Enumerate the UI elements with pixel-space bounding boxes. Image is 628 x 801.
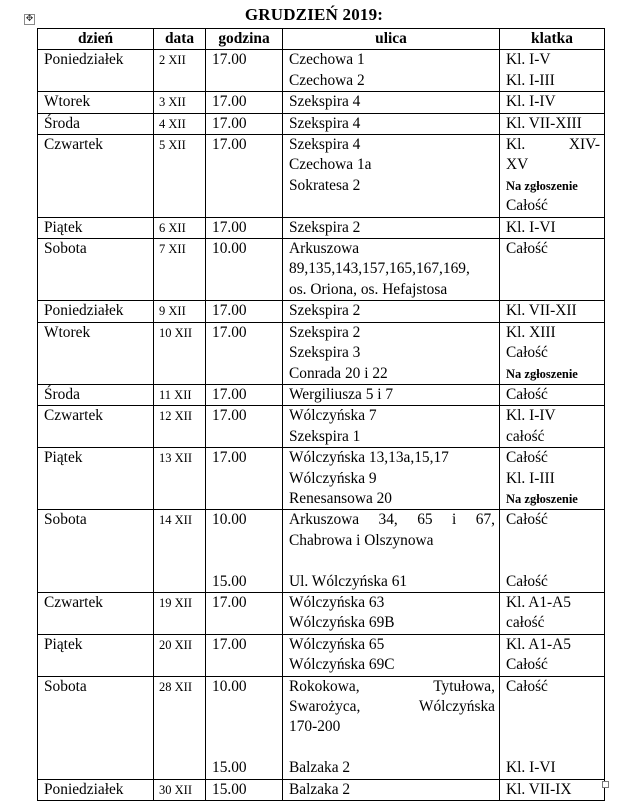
table-move-handle-icon[interactable]: ✥ <box>25 14 34 24</box>
time-cell <box>206 448 283 510</box>
street-line: Szekspira 2 <box>289 218 361 236</box>
street-line: Wólczyńska 63 <box>289 593 385 611</box>
street-line: Wólczyńska 69C <box>289 656 395 674</box>
day-cell: Środa <box>38 113 154 134</box>
day-cell: Poniedziałek <box>38 301 154 322</box>
date-cell: 6 XII <box>154 217 206 238</box>
street-cell <box>283 676 500 779</box>
date-cell: 4 XII <box>154 113 206 134</box>
stair-cell <box>500 676 605 779</box>
street-line: os. Oriona, os. Hefajstosa <box>289 280 448 298</box>
stair-cell <box>500 50 605 92</box>
street-line: Wólczyńska 9 <box>289 469 377 487</box>
time-cell <box>206 217 283 238</box>
date-cell: 10 XII <box>154 322 206 384</box>
stair-line: Kl. I-VI <box>506 218 556 236</box>
street-line: Arkuszowa 34, 65 i 67, <box>289 511 495 529</box>
date-cell: 3 XII <box>154 92 206 113</box>
stair-line: Całość <box>506 572 548 590</box>
street-line: Arkuszowa <box>289 240 360 258</box>
time-cell <box>206 113 283 134</box>
date-cell: 7 XII <box>154 239 206 301</box>
street-line: Balzaka 2 <box>289 780 351 798</box>
time-value: 17.00 <box>212 136 247 154</box>
street-cell <box>283 322 500 384</box>
stair-cell <box>500 384 605 405</box>
day-cell: Czwartek <box>38 592 154 634</box>
table-row <box>38 50 605 92</box>
stair-line: Kl. I-V <box>506 51 551 69</box>
date-cell: 12 XII <box>154 406 206 448</box>
street-line: Sokratesa 2 <box>289 176 361 194</box>
stair-line: Kl. A1-A5 <box>506 593 571 611</box>
time-cell <box>206 301 283 322</box>
street-line: Wólczyńska 7 <box>289 407 377 425</box>
stair-line: Kl. VII-XIII <box>506 114 582 132</box>
time-value: 15.00 <box>212 780 247 798</box>
time-cell <box>206 50 283 92</box>
time-value: 17.00 <box>212 93 247 111</box>
street-line: Czechowa 1 <box>289 51 365 69</box>
street-line: Renesansowa 20 <box>289 489 393 507</box>
stair-line: Całość <box>506 197 548 215</box>
time-value: 17.00 <box>212 302 247 320</box>
street-line: Szekspira 2 <box>289 302 361 320</box>
header-date: data <box>154 29 206 50</box>
on-request-note: Na zgłoszenie <box>506 178 578 193</box>
table-row <box>38 217 605 238</box>
page-title: GRUDZIEŃ 2019: <box>244 5 384 24</box>
time-value: 15.00 <box>212 572 247 590</box>
time-cell <box>206 135 283 218</box>
street-line: Wólczyńska 69B <box>289 614 395 632</box>
time-cell <box>206 676 283 779</box>
stair-line: Kl. XIV- <box>506 136 600 154</box>
stair-line: Całość <box>506 656 548 674</box>
time-value: 17.00 <box>212 51 247 69</box>
stair-cell <box>500 92 605 113</box>
day-cell: Czwartek <box>38 406 154 448</box>
street-line: Wergiliusza 5 i 7 <box>289 385 394 403</box>
stair-line: Całość <box>506 449 548 467</box>
table-row <box>38 239 605 301</box>
street-line: Ul. Wólczyńska 61 <box>289 572 408 590</box>
stair-line: całość <box>506 614 545 632</box>
date-cell: 11 XII <box>154 384 206 405</box>
stair-cell <box>500 301 605 322</box>
day-cell: Poniedziałek <box>38 779 154 800</box>
stair-line: XV <box>506 156 529 174</box>
table-row <box>38 135 605 218</box>
street-cell <box>283 135 500 218</box>
day-cell: Piątek <box>38 217 154 238</box>
street-line: Czechowa 1a <box>289 156 372 174</box>
table-row <box>38 634 605 676</box>
stair-line: Całość <box>506 240 548 258</box>
street-line: Chabrowa i Olszynowa <box>289 531 434 549</box>
time-value: 17.00 <box>212 593 247 611</box>
date-cell: 13 XII <box>154 448 206 510</box>
stair-cell <box>500 406 605 448</box>
table-row <box>38 510 605 593</box>
street-line: Balzaka 2 <box>289 759 351 777</box>
street-cell <box>283 406 500 448</box>
table-row <box>38 113 605 134</box>
stair-cell <box>500 592 605 634</box>
table-row <box>38 406 605 448</box>
day-cell: Czwartek <box>38 135 154 218</box>
day-cell: Wtorek <box>38 322 154 384</box>
street-line: Czechowa 2 <box>289 71 365 89</box>
table-row <box>38 676 605 779</box>
table-row <box>38 384 605 405</box>
time-value: 17.00 <box>212 114 247 132</box>
street-cell <box>283 301 500 322</box>
stair-cell <box>500 634 605 676</box>
stair-line: Kl. I-VI <box>506 759 556 777</box>
street-line: Szekspira 4 <box>289 93 361 111</box>
street-line: Szekspira 4 <box>289 114 361 132</box>
time-cell <box>206 592 283 634</box>
street-line: Szekspira 2 <box>289 323 361 341</box>
stair-cell <box>500 322 605 384</box>
time-value: 10.00 <box>212 677 247 695</box>
street-cell <box>283 384 500 405</box>
on-request-note: Na zgłoszenie <box>506 491 578 506</box>
street-cell <box>283 217 500 238</box>
date-cell: 19 XII <box>154 592 206 634</box>
date-cell: 20 XII <box>154 634 206 676</box>
table-row <box>38 92 605 113</box>
time-value: 10.00 <box>212 240 247 258</box>
time-value: 17.00 <box>212 218 247 236</box>
date-cell: 28 XII <box>154 676 206 779</box>
street-line: 170-200 <box>289 718 341 736</box>
street-line: Szekspira 1 <box>289 427 361 445</box>
schedule-table <box>37 28 605 801</box>
date-cell: 5 XII <box>154 135 206 218</box>
day-cell: Piątek <box>38 634 154 676</box>
street-cell <box>283 92 500 113</box>
time-value: 10.00 <box>212 511 247 529</box>
stair-line: Całość <box>506 385 548 403</box>
day-cell: Sobota <box>38 676 154 779</box>
street-line: Rokokowa, Tytułowa, <box>289 677 495 695</box>
date-cell: 30 XII <box>154 779 206 800</box>
time-value: 15.00 <box>212 759 247 777</box>
street-line: Conrada 20 i 22 <box>289 364 388 382</box>
stair-line: Kl. XIII <box>506 323 556 341</box>
street-cell <box>283 634 500 676</box>
street-line: Swarożyca, Wólczyńska <box>289 697 495 715</box>
stair-line: Kl. I-III <box>506 71 555 89</box>
table-row <box>38 322 605 384</box>
stair-line: Całość <box>506 344 548 362</box>
date-cell: 14 XII <box>154 510 206 593</box>
stair-cell <box>500 448 605 510</box>
time-cell <box>206 384 283 405</box>
time-value: 17.00 <box>212 385 247 403</box>
day-cell: Wtorek <box>38 92 154 113</box>
header-day: dzień <box>38 29 154 50</box>
street-cell <box>283 50 500 92</box>
street-line: Wólczyńska 13,13a,15,17 <box>289 449 449 467</box>
stair-cell <box>500 510 605 593</box>
time-value: 17.00 <box>212 323 247 341</box>
street-cell <box>283 592 500 634</box>
street-cell <box>283 510 500 593</box>
stair-cell <box>500 113 605 134</box>
stair-cell <box>500 217 605 238</box>
stair-line: Kl. I-IV <box>506 93 556 111</box>
on-request-note: Na zgłoszenie <box>506 366 578 381</box>
header-street: ulica <box>283 29 500 50</box>
stair-line: Całość <box>506 677 548 695</box>
header-time: godzina <box>206 29 283 50</box>
street-cell <box>283 113 500 134</box>
day-cell: Sobota <box>38 510 154 593</box>
day-cell: Środa <box>38 384 154 405</box>
day-cell: Poniedziałek <box>38 50 154 92</box>
street-cell <box>283 239 500 301</box>
time-cell <box>206 510 283 593</box>
time-value: 17.00 <box>212 449 247 467</box>
date-cell: 2 XII <box>154 50 206 92</box>
stair-line: Kl. I-III <box>506 469 555 487</box>
table-row <box>38 448 605 510</box>
time-cell <box>206 239 283 301</box>
day-cell: Sobota <box>38 239 154 301</box>
street-line: 89,135,143,157,165,167,169, <box>289 260 470 278</box>
time-value: 17.00 <box>212 407 247 425</box>
stair-line: Kl. VII-IX <box>506 780 572 798</box>
time-cell <box>206 634 283 676</box>
stair-cell <box>500 239 605 301</box>
header-stair: klatka <box>500 29 605 50</box>
street-line: Szekspira 3 <box>289 344 361 362</box>
stair-line: całość <box>506 427 545 445</box>
table-resize-handle[interactable] <box>602 781 609 788</box>
time-cell <box>206 92 283 113</box>
table-row <box>38 301 605 322</box>
day-cell: Piątek <box>38 448 154 510</box>
stair-line: Kl. I-IV <box>506 407 556 425</box>
street-cell <box>283 448 500 510</box>
street-line: Wólczyńska 65 <box>289 635 385 653</box>
table-row <box>38 592 605 634</box>
stair-cell <box>500 135 605 218</box>
stair-line: Kl. VII-XII <box>506 302 577 320</box>
time-cell <box>206 322 283 384</box>
time-value: 17.00 <box>212 635 247 653</box>
stair-line: Całość <box>506 511 548 529</box>
date-cell: 9 XII <box>154 301 206 322</box>
street-line: Szekspira 4 <box>289 136 361 154</box>
stair-line: Kl. A1-A5 <box>506 635 571 653</box>
time-cell <box>206 406 283 448</box>
table-header-row <box>38 29 605 50</box>
